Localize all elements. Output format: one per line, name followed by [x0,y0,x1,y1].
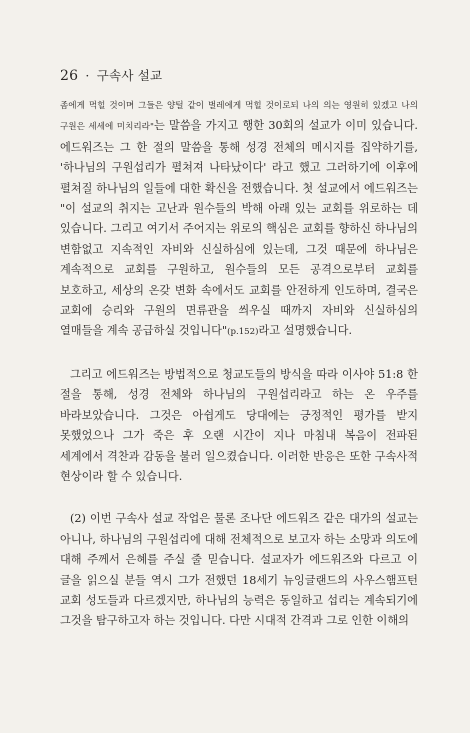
paragraph-1-quote: 좀에게 먹힐 것이며 그들은 양털 같이 벌레에게 먹힐 것이로되 나의 의는 영원히 있겠고 나의 구원은 세세에 미치리라" [60,101,418,133]
paragraph-1-end: 라고 설명했습니다. [258,324,353,338]
paragraph-2: 그리고 에드워즈는 방법적으로 청교도들의 방식을 따라 이사야 51:8 한 절을 통해, 성경 전체와 하나님의 구원섭리라고 하는 온 우주를 바라보았습니다. 그것은 아쉽게도 당대에는 긍정적인 평가를 받지 못했었으나 그가 죽은 후 오랜 시간이 지나 마침내 복음이 전파된 세계에서 격찬과 감동을 불러 일으켰습니다. 이러한 반응은 또한 구속사적 현상이라 할 수 있습니다. [60,367,418,483]
page-citation: (p.152) [227,327,259,338]
book-title: 구속사 설교 [96,68,163,83]
paragraph-1-body: 는 말씀을 가지고 행한 30회의 설교가 이미 있습니다. 에드워즈는 그 한 절의 말씀을 통해 성경 전체의 메시지를 집약하기를, '하나님의 구원섭리가 펼쳐져 나타났이다' 라고 했고 그러하기에 이후에 펼쳐질 하나님의 일들에 대한 확신을 전했습니다. 첫 설교에서 에드워즈는 "이 설교의 취지는 고난과 원수들의 박해 아래 있는 교회를 위로하는 데 있습니다. 그리고 여기서 주어지는 위로의 핵심은 교회를 향하신 하나님의 변함없고 지속적인 자비와 신실하심에 있는데, 그것 때문에 하나님은 계속적으로 교회를 구원하고, 원수들의 모든 공격으로부터 교회를 보호하고, 세상의 온갖 변화 속에서도 교회를 안전하게 인도하며, 결국은 교회에 승리와 구원의 면류관을 씌우실 때까지 자비와 신실하심의 열매들을 계속 공급하실 것입니다" [60,119,418,338]
running-head [60,66,418,84]
page-number: 26 [60,68,79,84]
paragraph-1 [60,95,418,343]
running-head-separator: · [85,68,90,83]
paragraph-3: (2) 이번 구속사 설교 작업은 물론 조나단 에드워즈 같은 대가의 설교는 아니나, 하나님의 구원섭리에 대해 전체적으로 보고자 하는 소망과 의도에 대해 주께서 은혜를 주실 줄 믿습니다. 설교자가 에드워즈와 다르고 이 글을 읽으실 분들 역시 그가 전했던 18세기 뉴잉글랜드의 사우스햄프턴 교회 성도들과 다르겠지만, 하나님의 능력은 동일하고 섭리는 계속되기에 그것을 탐구하고자 하는 것입니다. 다만 시대적 간격과 그로 인한 이해의 [60,512,418,628]
